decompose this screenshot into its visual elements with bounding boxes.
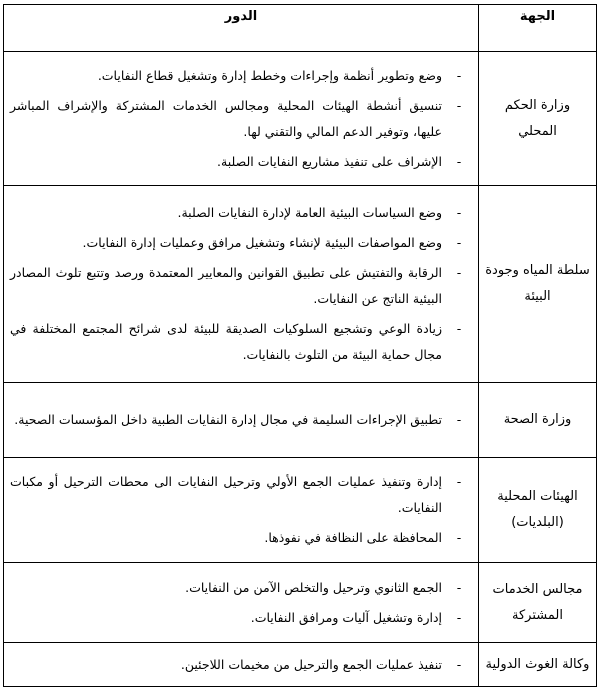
role-list bbox=[10, 200, 468, 368]
role-text: الرقابة والتفتيش على تطبيق القوانين والمعايير المعتمدة ورصد وتتبع تلوث المصادر البيئية الناتج عن النفايات. bbox=[10, 265, 442, 306]
list-item bbox=[10, 605, 468, 631]
header-row bbox=[4, 5, 597, 52]
dash-bullet-icon: - bbox=[456, 205, 462, 220]
dash-bullet-icon: - bbox=[456, 265, 462, 280]
dash-bullet-icon: - bbox=[456, 412, 462, 427]
entity-cell: وزارة الحكم المحلي bbox=[479, 52, 597, 186]
role-text: المحافظة على النظافة في نفوذها. bbox=[264, 530, 442, 545]
role-cell bbox=[4, 383, 479, 458]
role-list bbox=[10, 407, 468, 433]
entity-cell: سلطة المياه وجودة البيئة bbox=[479, 186, 597, 383]
dash-bullet-icon: - bbox=[456, 579, 462, 595]
dash-bullet-icon: - bbox=[456, 153, 462, 169]
dash-bullet-icon: - bbox=[456, 474, 462, 489]
dash-bullet-icon: - bbox=[456, 97, 462, 113]
dash-bullet-icon: - bbox=[456, 321, 462, 336]
table-row bbox=[4, 383, 597, 458]
list-item bbox=[10, 316, 468, 368]
role-list bbox=[10, 63, 468, 175]
role-cell bbox=[4, 458, 479, 563]
role-cell bbox=[4, 186, 479, 383]
list-item bbox=[10, 93, 468, 145]
entity-cell: الهيئات المحلية (البلديات) bbox=[479, 458, 597, 563]
role-text: الجمع الثانوي وترحيل والتخلص الآمن من النفايات. bbox=[185, 579, 442, 595]
role-text: وضع وتطوير أنظمة وإجراءات وخطط إدارة وتشغيل قطاع النفايات. bbox=[97, 67, 442, 83]
role-text: الإشراف على تنفيذ مشاريع النفايات الصلبة. bbox=[217, 153, 442, 169]
list-item bbox=[10, 407, 468, 433]
list-item bbox=[10, 260, 468, 312]
table-row bbox=[4, 563, 597, 643]
role-text: إدارة وتنفيذ عمليات الجمع الأولي وترحيل النفايات الى محطات الترحيل أو مكبات النفايات. bbox=[10, 474, 442, 515]
list-item bbox=[10, 652, 468, 678]
list-item bbox=[10, 575, 468, 601]
table-row bbox=[4, 643, 597, 687]
role-cell bbox=[4, 52, 479, 186]
entity-cell: مجالس الخدمات المشتركة bbox=[479, 563, 597, 643]
dash-bullet-icon: - bbox=[456, 67, 462, 83]
role-text: زيادة الوعي وتشجيع السلوكيات الصديقة للبيئة لدى شرائح المجتمع المختلفة في مجال حماية البيئة من التلوث بالنفايات. bbox=[10, 321, 442, 362]
table-row bbox=[4, 52, 597, 186]
entity-cell: وزارة الصحة bbox=[479, 383, 597, 458]
list-item bbox=[10, 149, 468, 175]
role-cell bbox=[4, 643, 479, 687]
list-item bbox=[10, 200, 468, 226]
dash-bullet-icon: - bbox=[456, 235, 462, 250]
role-text: وضع المواصفات البيئية لإنشاء وتشغيل مرافق وعمليات إدارة النفايات. bbox=[82, 235, 442, 250]
table-body bbox=[4, 52, 597, 687]
list-item bbox=[10, 63, 468, 89]
dash-bullet-icon: - bbox=[456, 609, 462, 625]
list-item bbox=[10, 469, 468, 521]
entity-cell: وكالة الغوث الدولية bbox=[479, 643, 597, 687]
role-text: تنفيذ عمليات الجمع والترحيل من مخيمات اللاجئين. bbox=[180, 656, 442, 672]
role-text: إدارة وتشغيل آليات ومرافق النفايات. bbox=[250, 609, 442, 625]
role-text: تنسيق أنشطة الهيئات المحلية ومجالس الخدمات المشتركة والإشراف المباشر عليها، وتوفير الدعم المالي والتقني لها. bbox=[10, 97, 442, 139]
role-cell bbox=[4, 563, 479, 643]
table-row bbox=[4, 458, 597, 563]
role-list bbox=[10, 575, 468, 631]
dash-bullet-icon: - bbox=[456, 530, 462, 545]
dash-bullet-icon: - bbox=[456, 656, 462, 672]
list-item bbox=[10, 230, 468, 256]
role-text: تطبيق الإجراءات السليمة في مجال إدارة النفايات الطبية داخل المؤسسات الصحية. bbox=[14, 412, 442, 427]
entity-header: الجهة bbox=[479, 5, 597, 52]
role-header: الدور bbox=[4, 5, 479, 52]
roles-table bbox=[3, 4, 597, 687]
table-row bbox=[4, 186, 597, 383]
role-list bbox=[10, 469, 468, 551]
list-item bbox=[10, 525, 468, 551]
role-list bbox=[10, 652, 468, 678]
role-text: وضع السياسات البيئية العامة لإدارة النفايات الصلبة. bbox=[177, 205, 442, 220]
